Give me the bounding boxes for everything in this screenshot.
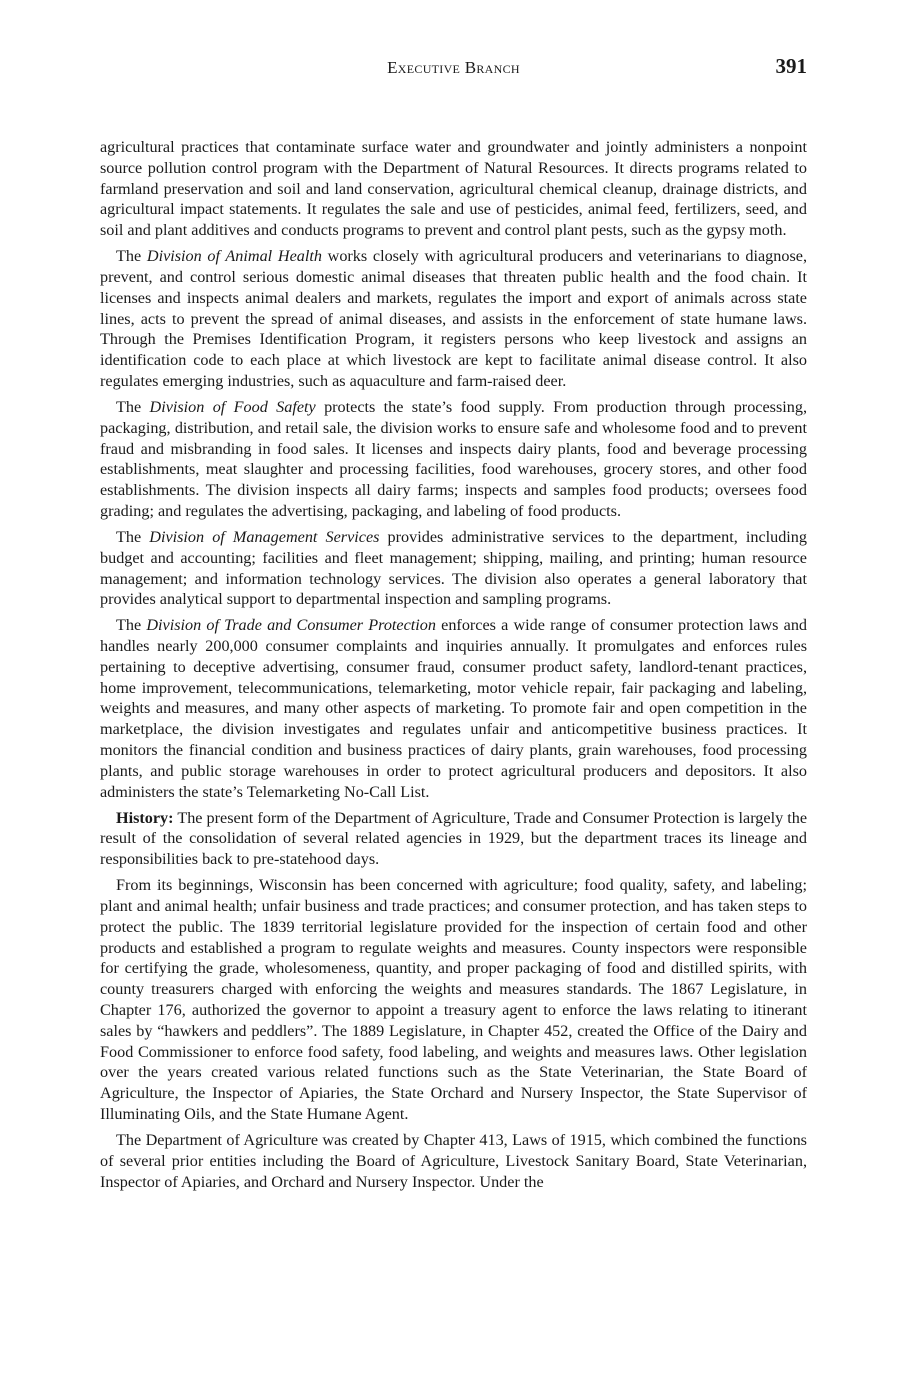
division-name: Division of Animal Health (146, 247, 322, 266)
paragraph-text: The (116, 247, 147, 266)
paragraph-text: provides administrative services to the department, including budget and accounting; facilities and fleet management; shipping, mailing, and printing; human resource management; and information technology services. The division also operates a general laboratory that provides analytical support to departmental inspection and sampling programs. (100, 527, 807, 609)
paragraph-text: The (116, 397, 150, 416)
paragraph-text: The (116, 616, 147, 635)
paragraph-beginnings: From its beginnings, Wisconsin has been concerned with agriculture; food quality, safety, and labeling; plant and animal health; unfair business and trade practices; and consumer protection, and has taken steps to protect the public. The 1839 territorial legislature provided for the inspection of certain food and other products and established a program to regulate weights and measures. County inspectors were responsible for certifying the grade, wholesomeness, quantity, and proper packaging of food and distilled spirits, with county treasurers charged with enforcing the weights and measures standards. The 1867 Legislature, in Chapter 176, authorized the governor to appoint a treasury agent to enforce the laws relating to itinerant sales by “hawkers and peddlers”. The 1889 Legislature, in Chapter 452, created the Office of the Dairy and Food Commissioner to enforce food safety, food labeling, and weights and measures laws. Other legislation over the years created various related functions such as the State Veterinarian, the State Board of Agriculture, the Inspector of Apiaries, the State Orchard and Nursery Inspector, the State Supervisor of Illuminating Oils, and the State Humane Agent. (100, 876, 807, 1123)
paragraph-animal-health (100, 246, 807, 392)
division-name: Division of Management Services (149, 527, 380, 546)
paragraph-continuation: agricultural practices that contaminate surface water and groundwater and jointly administers a nonpoint source pollution control program with the Department of Natural Resources. It directs programs related to farmland preservation and soil and land conservation, agricultural chemical cleanup, drainage districts, and agricultural impact statements. It regulates the sale and use of pesticides, animal feed, fertilizers, seed, and soil and plant additives and conducts programs to prevent and control plant pests, such as the gypsy moth. (100, 138, 807, 240)
paragraph-management-services (100, 527, 807, 610)
paragraph-trade-consumer-protection (100, 615, 807, 802)
paragraph-text: enforces a wide range of consumer protection laws and handles nearly 200,000 consumer complaints and inquiries annually. It promulgates and enforces rules pertaining to deceptive advertising, consumer fraud, consumer product safety, landlord-tenant practices, home improvement, telecommunications, telemarketing, motor vehicle repair, fair packaging and labeling, weights and measures, and many other aspects of marketing. To promote fair and open competition in the marketplace, the division investigates and regulates unfair and anticompetitive business practices. It monitors the financial condition and business practices of dairy plants, grain warehouses, food processing plants, and public storage warehouses in order to protect agricultural producers and depositors. It also administers the state’s Telemarketing No-Call List. (100, 616, 808, 801)
section-title: Executive Branch (387, 58, 520, 77)
paragraph-text: protects the state’s food supply. From production through processing, packaging, distribution, and retail sale, the division works to ensure safe and wholesome food and to prevent fraud and misbranding in food sales. It licenses and inspects dairy plants, food and beverage processing establishments, meat slaughter and processing facilities, food warehouses, grocery stores, and other food establishments. The division inspects all dairy farms; inspects and samples food products; oversees food grading; and regulates the advertising, packaging, and labeling of food products. (100, 397, 807, 520)
paragraph-department-creation: The Department of Agriculture was created by Chapter 413, Laws of 1915, which combined the functions of several prior entities including the Board of Agriculture, Livestock Sanitary Board, State Veterinarian, Inspector of Apiaries, and Orchard and Nursery Inspector. Under the (100, 1130, 807, 1191)
paragraph-history (100, 808, 807, 870)
running-header (100, 54, 807, 82)
paragraph-text: The present form of the Department of Agriculture, Trade and Consumer Protection is largely the result of the consolidation of several related agencies in 1929, but the department traces its lineage and responsibilities back to pre-statehood days. (100, 808, 807, 869)
paragraph-text: works closely with agricultural producers and veterinarians to diagnose, prevent, and control serious domestic animal diseases that threaten public health and the food chain. It licenses and inspects animal dealers and markets, regulates the import and export of animals across state lines, acts to prevent the spread of animal diseases, and assists in the enforcement of state humane laws. Through the Premises Identification Program, it registers persons who keep livestock and assigns an identification code to each place at which livestock are kept to facilitate animal disease control. It also regulates emerging industries, such as aquaculture and farm-raised deer. (100, 247, 807, 390)
division-name: Division of Trade and Consumer Protection (146, 616, 436, 635)
paragraph-text: The (116, 527, 150, 546)
history-label: History: (116, 808, 174, 827)
body-text (100, 137, 807, 1198)
page-number: 391 (775, 54, 807, 78)
paragraph-food-safety (100, 397, 807, 522)
division-name: Division of Food Safety (149, 397, 316, 416)
